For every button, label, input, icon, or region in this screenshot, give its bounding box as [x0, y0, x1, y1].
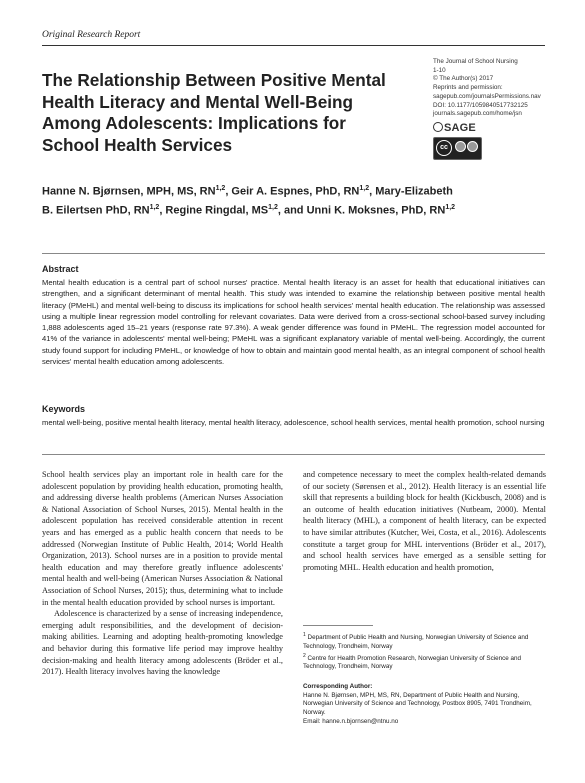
journal-homepage-link[interactable]: journals.sagepub.com/home/jsn	[433, 110, 522, 118]
abstract-heading: Abstract	[42, 264, 79, 274]
body-right-column	[303, 469, 546, 573]
keywords-text: mental well-being, positive mental health literacy, mental health literacy, adolescence, school health services, mental health promotion, school nursing	[42, 418, 545, 427]
author-list: Hanne N. Bjørnsen, MPH, MS, RN$^{1,2}$, Geir A. Espnes, PhD, RN$^{1,2}$, Mary-Elizabeth B. Eilertsen PhD, RN$^{1,2}$, Regine Ringdal, MS$^{1,2}$, and Unni K. Moksnes, PhD, RN$^{1,2}$	[42, 185, 456, 217]
sage-logo: SAGE	[433, 122, 476, 134]
page-range: 1-10	[433, 66, 446, 74]
copyright: © The Author(s) 2017	[433, 75, 494, 83]
body-paragraph: School health services play an important role in health care for the adolescent population by providing health education, promoting health, and addressing diverse health problems (American Nurses Association & National Association of School Nurses, 2015). Mental health in the adolescent population has received considerable attention in recent years and has emerged as a public health concern that needs to be addressed (Norwegian Institute of Public Health, 2014; World Health Organization, 2013). School nurses are in a position to provide mental health education and may therefore greatly influence adolescents' mental health and well-being (American Nurses Association & National Association of School Nurses, 2015); thus, determining what to include in the mental health education provided by school nurses is important.	[42, 470, 283, 607]
reprints-label: Reprints and permission:	[433, 84, 503, 92]
journal-info	[433, 58, 558, 119]
abstract-rule	[42, 253, 545, 254]
affiliation-2: $^2$ Centre for Health Promotion Research, Norwegian University of Science and Technology, Trondheim, Norway	[303, 652, 522, 671]
body-left-column	[42, 469, 283, 678]
body-paragraph: and competence necessary to meet the complex health-related demands of our society (Sørensen et al., 2012). Health literacy is an essential life skill that represents a building block for health (Kickbusch, 2008) and is an outcome of health education initiatives (Nutbeam, 2000). Mental health literacy (MHL), a component of health literacy, can be expected to have similar attributes (Kutcher, Wei, Costa, et al., 2016). Adolescents constitute a target group for MHL interventions (Bröder et al., 2017), and school health services have emerged as a sensible setting for promoting MHL. Health education and health promotion,	[303, 470, 546, 572]
permissions-link[interactable]: sagepub.com/journalsPermissions.nav	[433, 92, 541, 100]
footnote-rule	[303, 625, 373, 626]
abstract-text: Mental health education is a central part of school nurses' practice. Mental health literacy is an asset for health that educational initiatives can strengthen, and a significant determinant of mental health. This study was intended to examine the relationship between positive mental health literacy (PMeHL) and mental well-being to discuss its implications for school health services' mental health education. The relationship was assessed using a multiple linear regression model controlling for relevant covariates. Data were derived from a cross-sectional school-based survey including 1,888 adolescents aged 15–21 years (response rate 97.3%). A weak gender difference was found in PMeHL. The regression model accounted for 41% of the variance in adolescents' mental well-being; PMeHL was a significant explanatory variable of mental well-being. Accordingly, the current study found support for including PMeHL, or knowledge of how to obtain and maintain good mental health, as an integral component of school health services' mental health education among adolescents.	[42, 278, 545, 367]
section-label: Original Research Report	[42, 30, 141, 40]
journal-name: The Journal of School Nursing	[433, 58, 518, 65]
body-paragraph: Adolescence is characterized by a sense of increasing independence, emerging adult responsibilities, and the development of decision-making abilities. Learning and adopting health-promoting knowledge and behavior during this formative life period may improve healthy decision-making and health literacy among adolescents (Bröder et al., 2017). Health literacy involves having the knowledge	[42, 609, 283, 677]
corresponding-author	[303, 683, 548, 727]
corresponding-text: Hanne N. Bjørnsen, MPH, MS, RN, Department of Public Health and Nursing, Norwegian University of Science and Technology, Postbox 8905, 7491 Trondheim, Norway.	[303, 691, 532, 717]
article-title: The Relationship Between Positive Mental Health Literacy and Mental Well-Being Among Adolescents: Implications for School Health Services	[42, 70, 386, 155]
header-rule	[42, 45, 545, 46]
affiliation-1: $^1$ Department of Public Health and Nursing, Norwegian University of Science and Technology, Trondheim, Norway	[303, 632, 529, 650]
corresponding-email[interactable]: Email: hanne.n.bjornsen@ntnu.no	[303, 717, 399, 725]
corresponding-heading: Corresponding Author:	[303, 683, 373, 690]
body-rule	[42, 454, 545, 455]
keywords-heading: Keywords	[42, 404, 86, 414]
affiliations	[303, 631, 548, 672]
doi[interactable]: DOI: 10.1177/1059840517732125	[433, 101, 528, 109]
cc-license-icon: cc	[433, 137, 482, 160]
